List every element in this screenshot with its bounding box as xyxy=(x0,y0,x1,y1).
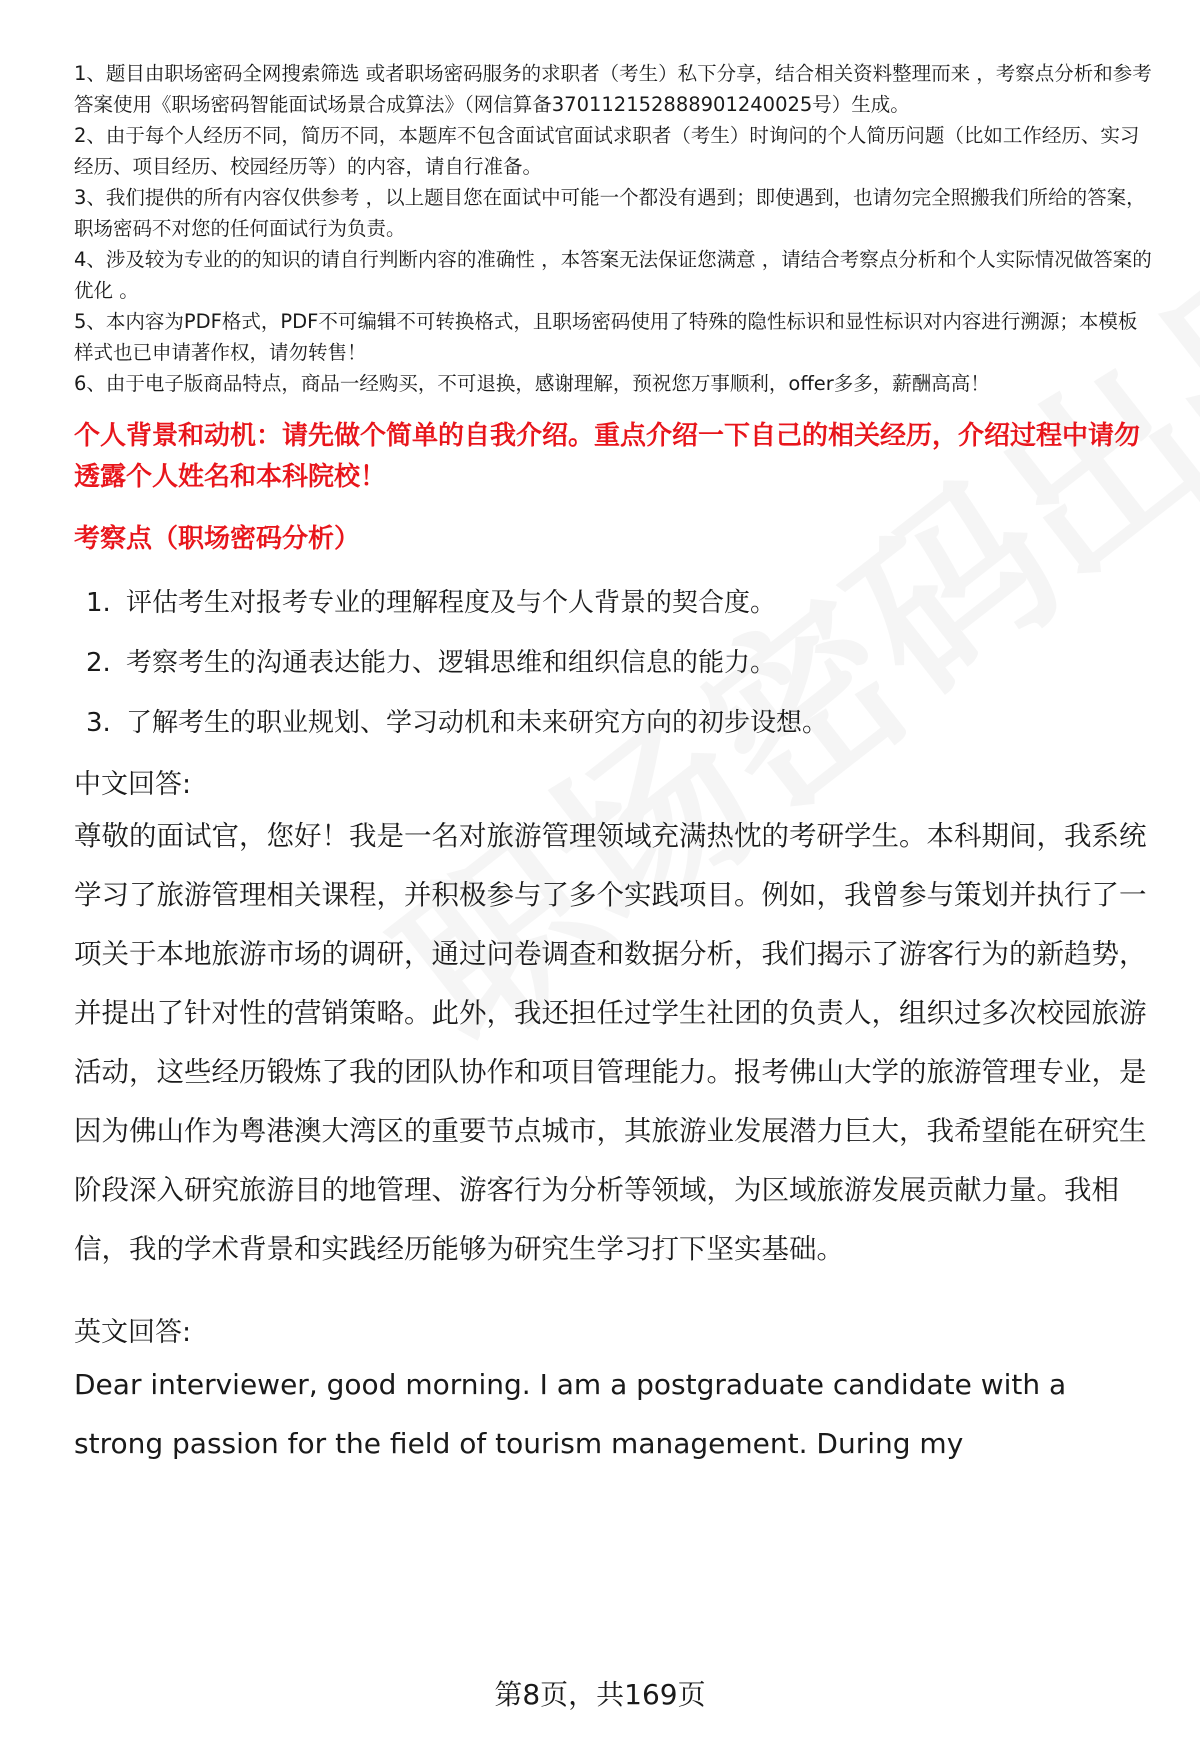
point-number: 3. xyxy=(86,708,111,738)
notice-item: 4、涉及较为专业的的知识的请自行判断内容的准确性 ，本答案无法保证您满意 ，请结合考察点分析和个人实际情况做答案的优化 。 xyxy=(74,248,1152,302)
analysis-title: 考察点（职场密码分析） xyxy=(74,524,361,554)
point-text: 考察考生的沟通表达能力、逻辑思维和组织信息的能力。 xyxy=(126,648,777,678)
notice-item: 3、我们提供的所有内容仅供参考 ，以上题目您在面试中可能一个都没有遇到；即使遇到，也请勿完全照搬我们所给的答案，职场密码不对您的任何面试行为负责。 xyxy=(74,186,1146,240)
english-answer-label: 英文回答: xyxy=(74,1317,192,1348)
point-number: 2. xyxy=(86,648,111,678)
english-answer-text: Dear interviewer, good morning. I am a postgraduate candidate with a strong passion for the field of tourism management. During my xyxy=(74,1368,1067,1460)
analysis-points xyxy=(74,583,1154,744)
analysis-point xyxy=(74,703,1154,744)
document-page xyxy=(74,58,1154,1473)
notice-item: 1、题目由职场密码全网搜索筛选 或者职场密码服务的求职者（考生）私下分享，结合相关资料整理而来 ，考察点分析和参考答案使用《职场密码智能面试场景合成算法》（网信算备370112152888901240025号）生成。 xyxy=(74,62,1152,116)
interview-question: 个人背景和动机：请先做个简单的自我介绍。重点介绍一下自己的相关经历，介绍过程中请勿透露个人姓名和本科院校！ xyxy=(74,421,1141,492)
chinese-answer-label: 中文回答: xyxy=(74,769,192,800)
point-text: 评估考生对报考专业的理解程度及与个人背景的契合度。 xyxy=(126,588,777,618)
point-number: 1. xyxy=(86,588,111,618)
notice-item: 2、由于每个人经历不同，简历不同，本题库不包含面试官面试求职者（考生）时询问的个人简历问题（比如工作经历、实习经历、项目经历、校园经历等）的内容，请自行准备。 xyxy=(74,124,1140,178)
notice-item: 6、由于电子版商品特点，商品一经购买，不可退换，感谢理解，预祝您万事顺利，offer多多，薪酬高高！ xyxy=(74,372,990,395)
notice-item: 5、本内容为PDF格式，PDF不可编辑不可转换格式，且职场密码使用了特殊的隐性标识和显性标识对内容进行溯源；本模板样式也已申请著作权，请勿转售！ xyxy=(74,310,1138,364)
chinese-answer-text: 尊敬的面试官，您好！我是一名对旅游管理领域充满热忱的考研学生。本科期间，我系统学习了旅游管理相关课程，并积极参与了多个实践项目。例如，我曾参与策划并执行了一项关于本地旅游市场的调研，通过问卷调查和数据分析，我们揭示了游客行为的新趋势，并提出了针对性的营销策略。此外，我还担任过学生社团的负责人，组织过多次校园旅游活动，这些经历锻炼了我的团队协作和项目管理能力。报考佛山大学的旅游管理专业，是因为佛山作为粤港澳大湾区的重要节点城市，其旅游业发展潜力巨大，我希望能在研究生阶段深入研究旅游目的地管理、游客行为分析等领域，为区域旅游发展贡献力量。我相信，我的学术背景和实践经历能够为研究生学习打下坚实基础。 xyxy=(74,820,1147,1265)
page-footer: 第8页，共169页 xyxy=(494,1678,706,1711)
point-text: 了解考生的职业规划、学习动机和未来研究方向的初步设想。 xyxy=(126,708,829,738)
notice-list xyxy=(74,58,1154,399)
analysis-point xyxy=(74,583,1154,624)
analysis-point xyxy=(74,643,1154,684)
